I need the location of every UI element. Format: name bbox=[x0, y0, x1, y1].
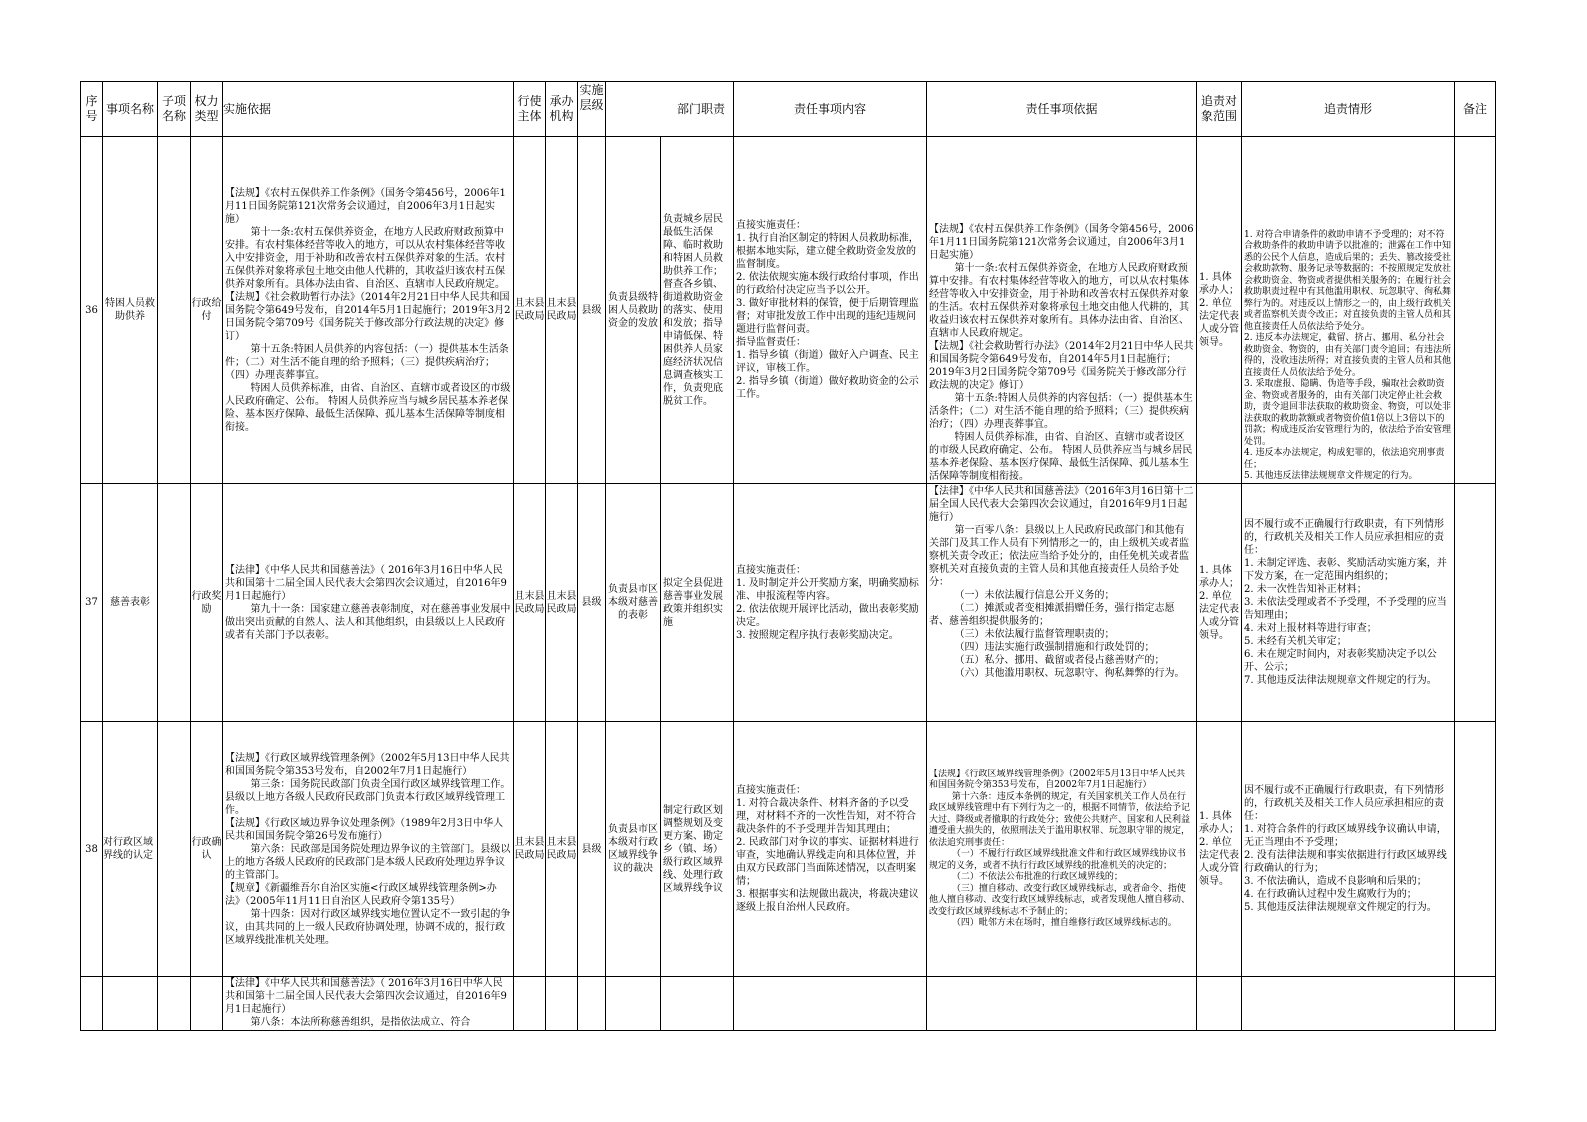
responsibility-table bbox=[80, 81, 1496, 1031]
cell-power-type: 行政确认 bbox=[191, 722, 223, 977]
cell-basis: 【法规】《农村五保供养工作条例》（国务令第456号，2006年1月11日国务院第121次常务会议通过，自2006年3月1日起实施） 第十一条:农村五保供养资金，在地方人民政府财政预算中安排。有农村集体经营等收入的地方，可以从农村集体经营等收入中安排资金，用于补助和改善农村五保供养对象的生活。农村五保供养对象将承包土地交由他人代耕的，其收益归该农村五保供养对象所有。具体办法由省、自治区、直辖市人民政府规定。 【法规】《社会救助暂行办法》（2014年2月21日中华人民共和国国务院令第649号发布，自2014年5月1日起施行；2019年3月2日国务院令第709号《国务院关于修改部分行政法规的决定》修订） 第十五条:特困人员供养的内容包括：（一）提供基本生活条件；（二）对生活不能自理的给予照料；（三）提供疾病治疗；（四）办理丧葬事宜。 特困人员供养标准，由省、自治区、直辖市或者设区的市级人民政府确定、公布。 特困人员供养应当与城乡居民基本养老保险、基本医疗保障、最低生活保障、孤儿基本生活保障等制度相衔接。 bbox=[223, 137, 514, 484]
cell-agency: 且末县民政局 bbox=[546, 484, 578, 722]
cell-duty: 负责县市区本级对行政区域界线争议的裁决 bbox=[606, 722, 661, 977]
cell-resp-basis: 【法律】《中华人民共和国慈善法》（2016年3月16日第十二届全国人民代表大会第四次会议通过，自2016年9月1日起施行） 第一百零八条：县级以上人民政府民政部门和其他有关部门及其工作人员有下列情形之一的，由上级机关或者监察机关责令改正；依法应当给予处分的，由任免机关或者监察机关对直接负责的主管人员和其他直接责任人员给予处分： （一）未依法履行信息公开义务的； （二）摊派或者变相摊派捐赠任务，强行指定志愿者、慈善组织提供服务的； （三）未依法履行监督管理职责的； （四）违法实施行政强制措施和行政处罚的； （五）私分、挪用、截留或者侵占慈善财产的； （六）其他滥用职权、玩忽职守、徇私舞弊的行为。 bbox=[927, 484, 1197, 722]
header-resp-content: 责任事项内容 bbox=[734, 82, 927, 137]
cell-situation: 因不履行或不正确履行行政职责，有下列情形的，行政机关及相关工作人员应承担相应的责任： 1. 对符合条件的行政区域界线争议确认申请，无正当理由不予受理； 2. 没有法律法规和事实依据进行行政区域界线行政确认的行为； 3. 不依法确认，造成不良影响和后果的； 4. 在行政确认过程中发生腐败行为的； 5. 其他违反法律法规规章文件规定的行为。 bbox=[1242, 722, 1455, 977]
header-item-name: 事项名称 bbox=[103, 82, 158, 137]
table-row-37 bbox=[81, 484, 1496, 722]
cell-item-name: 对行政区域界线的认定 bbox=[103, 722, 158, 977]
cell-situation: 1. 对符合申请条件的救助申请不予受理的；对不符合救助条件的救助申请予以批准的；泄露在工作中知悉的公民个人信息，造成后果的；丢失、篡改接受社会救助款物、服务记录等数据的；不按照规定发放社会救助资金、物资或者提供相关服务的；在履行社会救助职责过程中有其他滥用职权、玩忽职守、徇私舞弊行为的。对违反以上情形之一的，由上级行政机关或者监察机关责令改正；对直接负责的主管人员和其他直接责任人员依法给予处分。 2. 违反本办法规定，截留、挤占、挪用、私分社会救助资金、物资的，由有关部门责令追回；有违法所得的，没收违法所得；对直接负责的主管人员和其他直接责任人员依法给予处分。 3. 采取虚报、隐瞒、伪造等手段，骗取社会救助资金、物资或者服务的，由有关部门决定停止社会救助，责令退回非法获取的救助资金、物资，可以处非法获取的救助款额或者物资价值1倍以上3倍以下的罚款；构成违反治安管理行为的，依法给予治安管理处罚。 4. 违反本办法规定，构成犯罪的，依法追究刑事责任； 5. 其他违反法律法规规章文件规定的行为。 bbox=[1242, 137, 1455, 484]
header-situation: 追责情形 bbox=[1242, 82, 1455, 137]
cell-level: 县级 bbox=[578, 137, 606, 484]
table-row-partial bbox=[81, 977, 1496, 1031]
cell-resp-content: 直接实施责任： 1. 执行自治区制定的特困人员救助标准，根据本地实际，建立健全救助资金发放的监督制度。 2. 依法依规实施本级行政给付事项，作出的行政给付决定应当予以公开。 3. 做好审批材料的保管，便于后期管理监督；对审批发放工作中出现的违纪违规问题进行监督问责。 指导监督责任： 1. 指导乡镇（街道）做好入户调查、民主评议，审核工作。 2. 指导乡镇（街道）做好救助资金的公示工作。 bbox=[734, 137, 927, 484]
cell-seq: 38 bbox=[81, 722, 103, 977]
cell-basis: 【法规】《行政区域界线管理条例》（2002年5月13日中华人民共和国国务院令第353号发布，自2002年7月1日起施行） 第三条：国务院民政部门负责全国行政区域界线管理工作。县级以上地方各级人民政府民政部门负责本行政区域界线管理工作。 【法规】《行政区域边界争议处理条例》（1989年2月3日中华人民共和国国务院令第26号发布施行） 第六条：民政部是国务院处理边界争议的主管部门。县级以上的地方各级人民政府的民政部门是本级人民政府处理边界争议的主管部门。 【规章】《新疆维吾尔自治区实施<行政区域界线管理条例>办法》（2005年11月11日自治区人民政府令第135号） 第十四条：因对行政区域界线实地位置认定不一致引起的争议，由其共同的上一级人民政府协调处理，协调不成的，报行政区域界线批准机关处理。 bbox=[223, 722, 514, 977]
cell-power-type: 行政奖励 bbox=[191, 484, 223, 722]
header-power-type: 权力类型 bbox=[191, 82, 223, 137]
cell-scope: 1. 具体承办人； 2. 单位法定代表人或分管领导。 bbox=[1197, 137, 1242, 484]
cell-agency: 且末县民政局 bbox=[546, 722, 578, 977]
cell-item-name: 慈善表彰 bbox=[103, 484, 158, 722]
cell-duty-detail: 负责城乡居民最低生活保障、临时救助和特困人员救助供养工作；督查各乡镇、街道救助资金的落实、使用和发放；指导申请低保、特困供养人员家庭经济状况信息调查核实工作，负责兜底脱贫工作。 bbox=[661, 137, 734, 484]
cell-sub-name bbox=[158, 977, 191, 1031]
cell-remark bbox=[1455, 137, 1496, 484]
cell-seq: 37 bbox=[81, 484, 103, 722]
cell-subject: 且末县民政局 bbox=[514, 484, 546, 722]
cell-level: 县级 bbox=[578, 484, 606, 722]
cell-subject bbox=[514, 977, 546, 1031]
header-resp-basis: 责任事项依据 bbox=[927, 82, 1197, 137]
header-basis: 实施依据 bbox=[223, 82, 514, 137]
cell-sub-name bbox=[158, 137, 191, 484]
header-level: 实施层级 bbox=[578, 82, 606, 137]
cell-resp-basis bbox=[927, 977, 1197, 1031]
cell-remark bbox=[1455, 977, 1496, 1031]
cell-basis: 【法律】《中华人民共和国慈善法》（ 2016年3月16日中华人民共和国第十二届全国人民代表大会第四次会议通过，自2016年9月1日起施行） 第九十一条：国家建立慈善表彰制度，对在慈善事业发展中做出突出贡献的自然人、法人和其他组织，由县级以上人民政府或者有关部门予以表彰。 bbox=[223, 484, 514, 722]
cell-sub-name bbox=[158, 722, 191, 977]
cell-duty-detail: 制定行政区划调整规划及变更方案、勘定乡（镇、场）级行政区域界线、处理行政区域界线争议 bbox=[661, 722, 734, 977]
cell-duty: 负责县市区本级对慈善的表彰 bbox=[606, 484, 661, 722]
header-remark: 备注 bbox=[1455, 82, 1496, 137]
cell-resp-content bbox=[734, 977, 927, 1031]
cell-item-name bbox=[103, 977, 158, 1031]
cell-seq bbox=[81, 977, 103, 1031]
cell-resp-content: 直接实施责任： 1. 及时制定并公开奖励方案，明确奖励标准、申报流程等内容。 2. 依法依规开展评比活动，做出表彰奖励决定。 3. 按照规定程序执行表彰奖励决定。 bbox=[734, 484, 927, 722]
cell-level: 县级 bbox=[578, 722, 606, 977]
cell-duty: 负责县级特困人员救助资金的发放 bbox=[606, 137, 661, 484]
header-agency: 承办机构 bbox=[546, 82, 578, 137]
cell-situation bbox=[1242, 977, 1455, 1031]
cell-remark bbox=[1455, 484, 1496, 722]
header-seq: 序号 bbox=[81, 82, 103, 137]
cell-situation: 因不履行或不正确履行行政职责，有下列情形的，行政机关及相关工作人员应承担相应的责任： 1. 未制定评选、表彰、奖励活动实施方案，并下发方案，在一定范围内组织的； 2. 未一次性告知补正材料； 3. 未依法受理或者不予受理，不予受理的应当告知理由； 4. 未对上报材料等进行审查； 5. 未经有关机关审定； 6. 未在规定时间内，对表彰奖励决定予以公开、公示； 7. 其他违反法律法规规章文件规定的行为。 bbox=[1242, 484, 1455, 722]
header-subject: 行使主体 bbox=[514, 82, 546, 137]
table-row-38 bbox=[81, 722, 1496, 977]
cell-item-name: 特困人员救助供养 bbox=[103, 137, 158, 484]
cell-subject: 且末县民政局 bbox=[514, 722, 546, 977]
cell-remark bbox=[1455, 722, 1496, 977]
cell-agency: 且末县民政局 bbox=[546, 137, 578, 484]
cell-resp-content: 直接实施责任： 1. 对符合裁决条件、材料齐备的予以受理，对材料不齐的一次性告知，对不符合裁决条件的不予受理并告知其理由； 2. 民政部门对争议的事实、证据材料进行审查，实地确认界线走向和具体位置，并由双方民政部门当面陈述情况，以查明案情； 3. 根据事实和法规做出裁决，将裁决建议逐级上报自治州人民政府。 bbox=[734, 722, 927, 977]
cell-duty bbox=[606, 977, 661, 1031]
header-duty: 部门职责 bbox=[606, 82, 734, 137]
cell-power-type bbox=[191, 977, 223, 1031]
cell-subject: 且末县民政局 bbox=[514, 137, 546, 484]
cell-seq: 36 bbox=[81, 137, 103, 484]
cell-sub-name bbox=[158, 484, 191, 722]
cell-scope: 1. 具体承办人； 2. 单位法定代表人或分管领导。 bbox=[1197, 484, 1242, 722]
cell-duty-detail: 拟定全县促进慈善事业发展政策并组织实施 bbox=[661, 484, 734, 722]
cell-level bbox=[578, 977, 606, 1031]
cell-resp-basis: 【法规】《行政区域界线管理条例》（2002年5月13日中华人民共和国国务院令第353号发布，自2002年7月1日起施行） 第十六条：违反本条例的规定，有关国家机关工作人员在行政区域界线管理中有下列行为之一的，根据不同情节，依法给予记大过、降级或者撤职的行政处分；致使公共财产、国家和人民利益遭受重大损失的，依照刑法关于滥用职权罪、玩忽职守罪的规定，依法追究刑事责任： （一）不履行行政区域界线批准文件和行政区域界线协议书规定的义务，或者不执行行政区域界线的批准机关的决定的； （二）不依法公布批准的行政区域界线的； （三）擅自移动、改变行政区域界线标志，或者命令、指使他人擅自移动、改变行政区域界线标志，或者发现他人擅自移动、改变行政区域界线标志不予制止的； （四）毗邻方未在场时，擅自维修行政区域界线标志的。 bbox=[927, 722, 1197, 977]
cell-scope: 1. 具体承办人； 2. 单位法定代表人或分管领导。 bbox=[1197, 722, 1242, 977]
cell-basis: 【法律】《中华人民共和国慈善法》（ 2016年3月16日中华人民共和国第十二届全国人民代表大会第四次会议通过，自2016年9月1日起施行） 第八条：本法所称慈善组织，是指依法成立、符合 bbox=[223, 977, 514, 1031]
header-sub-name: 子项名称 bbox=[158, 82, 191, 137]
cell-power-type: 行政给付 bbox=[191, 137, 223, 484]
header-scope: 追责对象范围 bbox=[1197, 82, 1242, 137]
cell-resp-basis: 【法规】《农村五保供养工作条例》（国务令第456号，2006年1月11日国务院第121次常务会议通过，自2006年3月1日起实施） 第十一条:农村五保供养资金，在地方人民政府财政预算中安排。有农村集体经营等收入的地方，可以从农村集体经营等收入中安排资金，用于补助和改善农村五保供养对象的生活。农村五保供养对象将承包土地交由他人代耕的，其收益归该农村五保供养对象所有。具体办法由省、自治区、直辖市人民政府规定。 【法规】《社会救助暂行办法》（2014年2月21日中华人民共和国国务院令第649号发布，自2014年5月1日起施行；2019年3月2日国务院令第709号《国务院关于修改部分行政法规的决定》修订） 第十五条:特困人员供养的内容包括：（一）提供基本生活条件；（二）对生活不能自理的给予照料；（三）提供疾病治疗；（四）办理丧葬事宜。 特困人员供养标准，由省、自治区、直辖市或者设区的市级人民政府确定、公布。 特困人员供养应当与城乡居民基本养老保险、基本医疗保障、最低生活保障、孤儿基本生活保障等制度相衔接。 bbox=[927, 137, 1197, 484]
cell-scope bbox=[1197, 977, 1242, 1031]
header-row bbox=[81, 82, 1496, 137]
cell-duty-detail bbox=[661, 977, 734, 1031]
cell-agency bbox=[546, 977, 578, 1031]
table-row-36 bbox=[81, 137, 1496, 484]
